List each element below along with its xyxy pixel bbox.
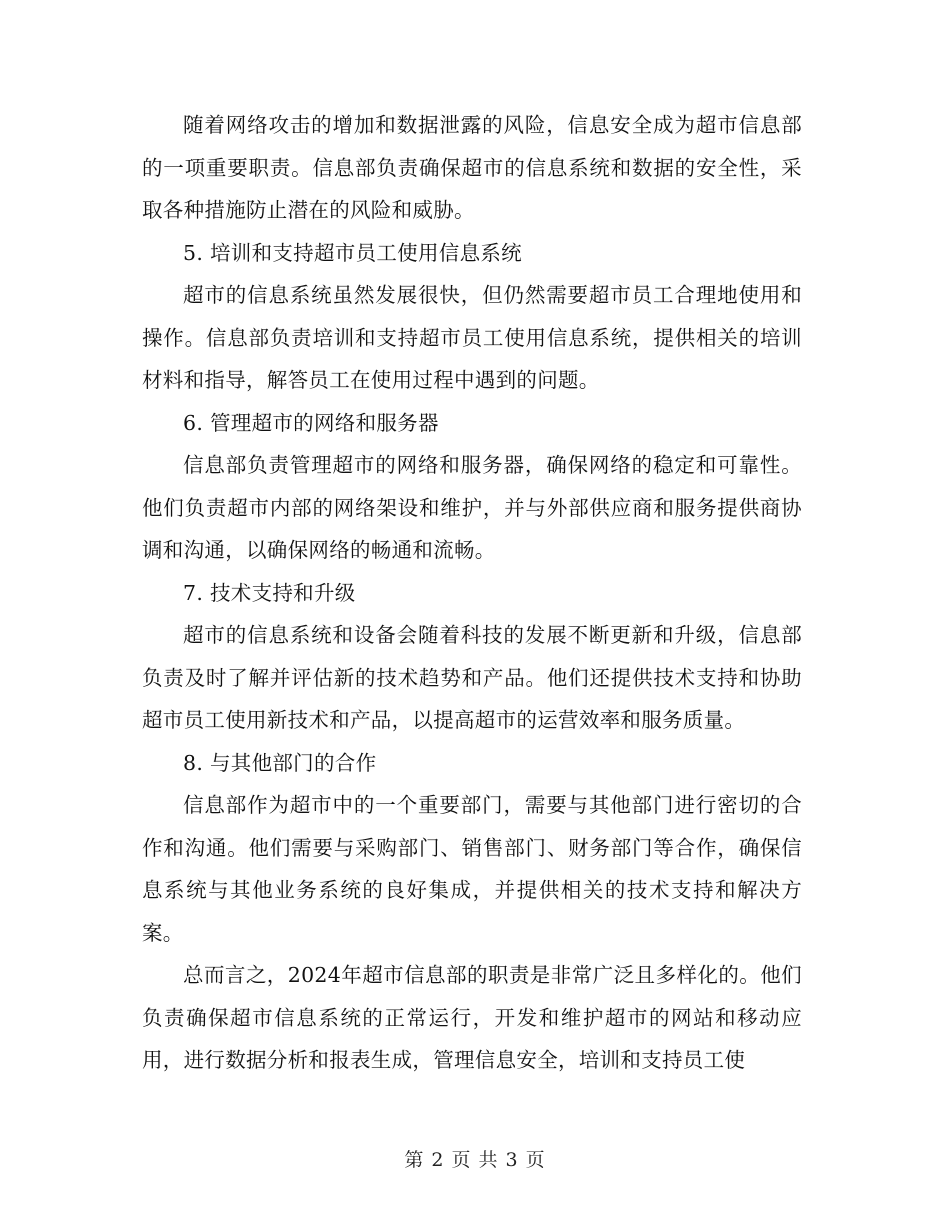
paragraph-network-servers: 信息部负责管理超市的网络和服务器，确保网络的稳定和可靠性。他们负责超市内部的网络架设和维护，并与外部供应商和服务提供商协调和沟通，以确保网络的畅通和流畅。 xyxy=(142,453,802,562)
section-heading-8: 8. 与其他部门的合作 xyxy=(183,750,377,775)
paragraph-tech-upgrade: 超市的信息系统和设备会随着科技的发展不断更新和升级，信息部负责及时了解并评估新的技术趋势和产品。他们还提供技术支持和协助超市员工使用新技术和产品，以提高超市的运营效率和服务质量。 xyxy=(142,623,802,732)
section-heading-7: 7. 技术支持和升级 xyxy=(183,580,356,605)
paragraph-cooperation: 信息部作为超市中的一个重要部门，需要与其他部门进行密切的合作和沟通。他们需要与采购部门、销售部门、财务部门等合作，确保信息系统与其他业务系统的良好集成，并提供相关的技术支持和解决方案。 xyxy=(142,793,802,945)
page-number-footer: 第 2 页 共 3 页 xyxy=(404,1149,546,1171)
section-heading-5: 5. 培训和支持超市员工使用信息系统 xyxy=(183,240,522,265)
section-heading-6: 6. 管理超市的网络和服务器 xyxy=(183,410,439,435)
paragraph-summary: 总而言之，2024年超市信息部的职责是非常广泛且多样化的。他们负责确保超市信息系统的正常运行，开发和维护超市的网站和移动应用，进行数据分析和报表生成，管理信息安全，培训和支持员工使 xyxy=(142,963,802,1072)
paragraph-training-support: 超市的信息系统虽然发展很快，但仍然需要超市员工合理地使用和操作。信息部负责培训和支持超市员工使用信息系统，提供相关的培训材料和指导，解答员工在使用过程中遇到的问题。 xyxy=(142,283,802,392)
paragraph-information-security: 随着网络攻击的增加和数据泄露的风险，信息安全成为超市信息部的一项重要职责。信息部负责确保超市的信息系统和数据的安全性，采取各种措施防止潜在的风险和威胁。 xyxy=(142,113,802,222)
document-body xyxy=(142,104,802,1082)
